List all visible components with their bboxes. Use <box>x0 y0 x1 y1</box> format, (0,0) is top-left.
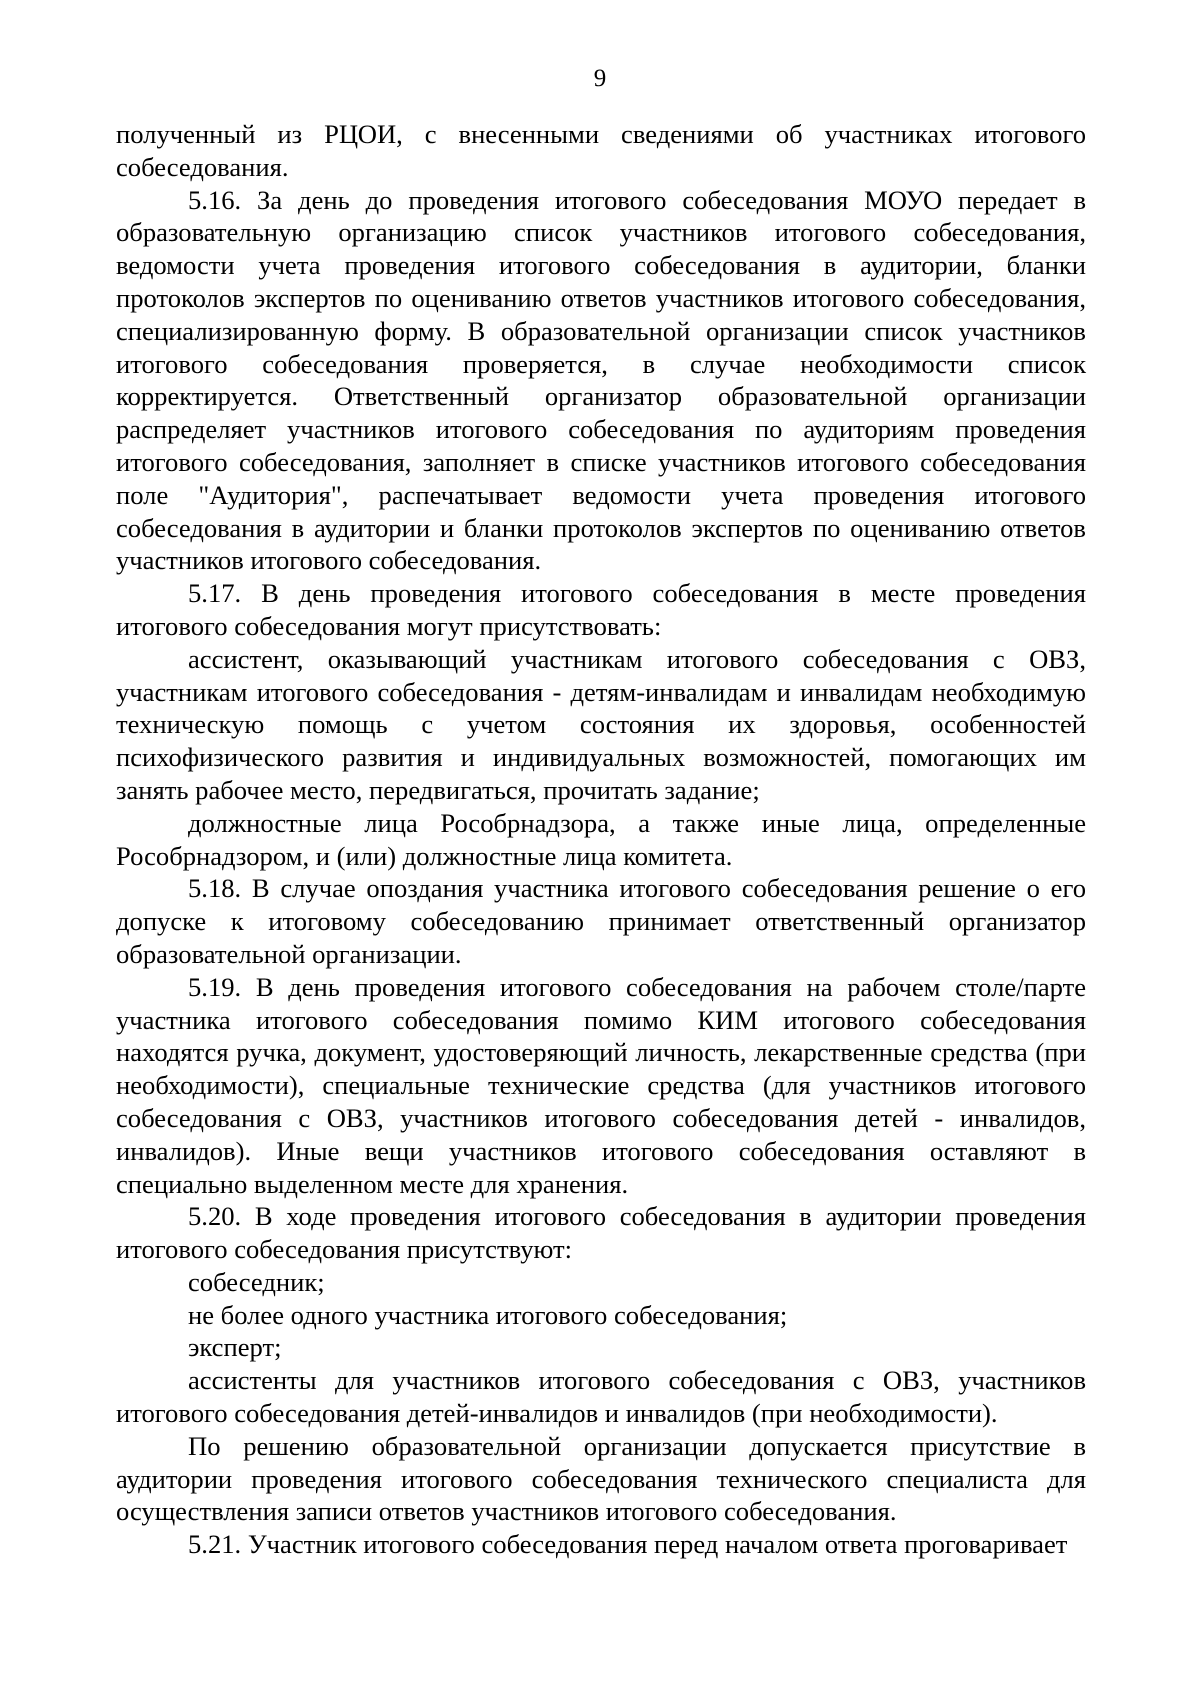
paragraph-continuation: полученный из РЦОИ, с внесенными сведениями об участниках итогового собеседования. <box>116 119 1086 182</box>
list-item-expert: эксперт; <box>188 1332 282 1363</box>
list-item-assistants: ассистенты для участников итогового собеседования с ОВЗ, участников итогового собеседования детей-инвалидов и инвалидов (при необходимости). <box>116 1365 1086 1429</box>
list-item-participant: не более одного участника итогового собеседования; <box>188 1299 788 1330</box>
paragraph-technical-specialist: По решению образовательной организации допускается присутствие в аудитории проведения итогового собеседования технического специалиста для осуществления записи ответов участников итогового собеседования. <box>116 1430 1086 1527</box>
paragraph-assistant: ассистент, оказывающий участникам итогового собеседования с ОВЗ, участникам итогового собеседования - детям-инвалидам и инвалидам необходимую техническую помощь с учетом состояния их здоровья, особенностей психофизического развития и индивидуальных возможностей, помогающих им занять рабочее место, передвигаться, прочитать задание; <box>116 643 1086 805</box>
document-body <box>116 118 1086 1561</box>
paragraph-5-21: 5.21. Участник итогового собеседования перед началом ответа проговаривает <box>188 1529 1068 1560</box>
paragraph-5-19: 5.19. В день проведения итогового собеседования на рабочем столе/парте участника итогового собеседования помимо КИМ итогового собеседования находятся ручка, документ, удостоверяющий личность, лекарственные средства (при необходимости), специальные технические средства (для участников итогового собеседования с ОВЗ, участников итогового собеседования детей - инвалидов, инвалидов). Иные вещи участников итогового собеседования оставляют в специально выделенном месте для хранения. <box>116 971 1086 1199</box>
paragraph-officials: должностные лица Рособрнадзора, а также иные лица, определенные Рособрнадзором, и (или) должностные лица комитета. <box>116 807 1086 871</box>
paragraph-5-16: 5.16. За день до проведения итогового собеседования МОУО передает в образовательную организацию список участников итогового собеседования, ведомости учета проведения итогового собеседования в аудитории, бланки протоколов экспертов по оцениванию ответов участников итогового собеседования, специализированную форму. В образовательной организации список участников итогового собеседования проверяется, в случае необходимости список корректируется. Ответственный организатор образовательной организации распределяет участников итогового собеседования по аудиториям проведения итогового собеседования, заполняет в списке участников итогового собеседования поле "Аудитория", распечатывает ведомости учета проведения итогового собеседования в аудитории и бланки протоколов экспертов по оцениванию ответов участников итогового собеседования. <box>116 184 1086 576</box>
page-number: 9 <box>593 65 607 92</box>
paragraph-5-18: 5.18. В случае опоздания участника итогового собеседования решение о его допуске к итоговому собеседованию принимает ответственный организатор образовательной организации. <box>116 873 1086 969</box>
paragraph-5-17: 5.17. В день проведения итогового собеседования в месте проведения итогового собеседования могут присутствовать: <box>116 578 1086 641</box>
paragraph-5-20: 5.20. В ходе проведения итогового собеседования в аудитории проведения итогового собеседования присутствуют: <box>116 1201 1086 1265</box>
list-item-interlocutor: собеседник; <box>188 1266 325 1297</box>
